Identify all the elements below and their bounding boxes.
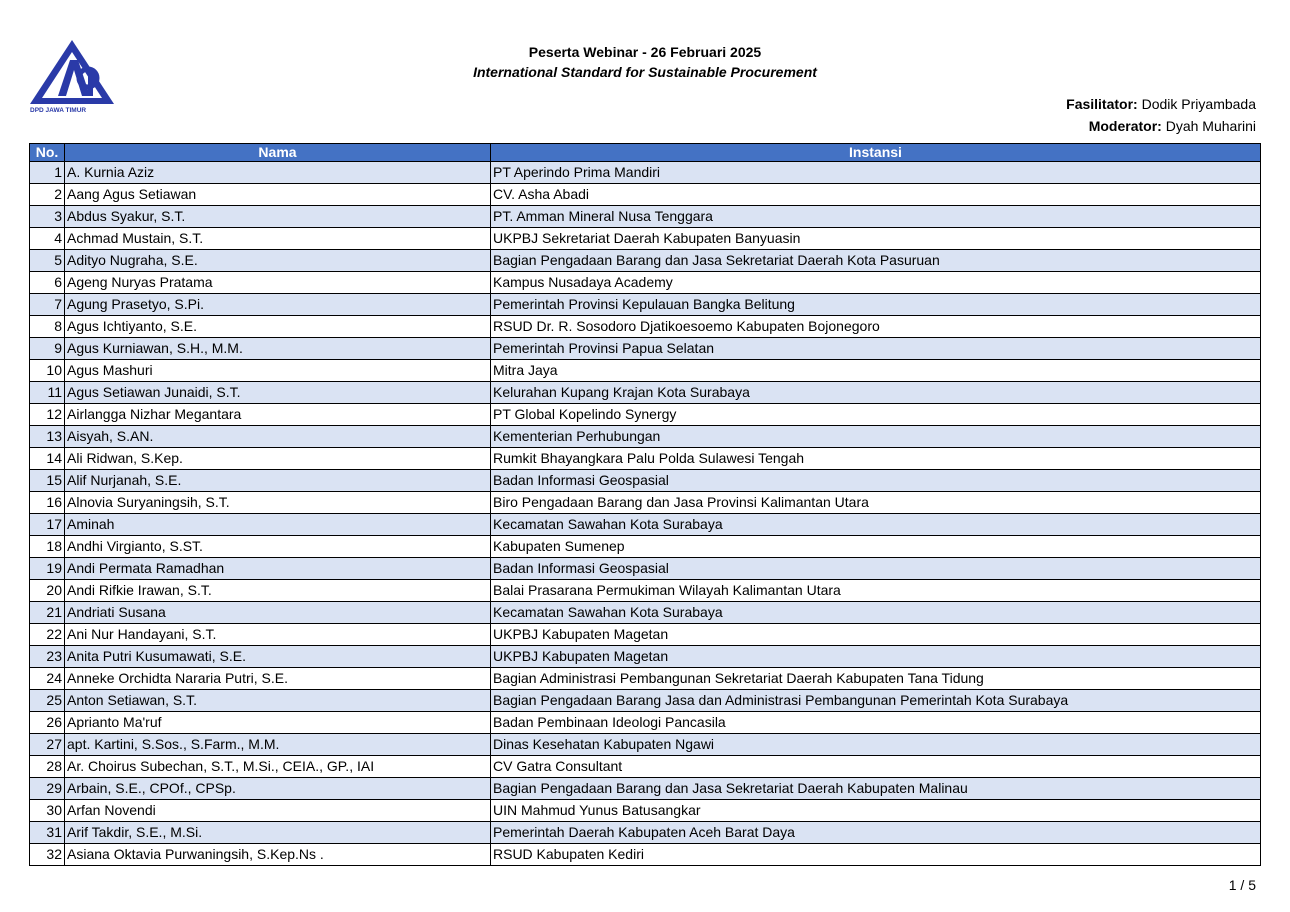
participant-institution: Balai Prasarana Permukiman Wilayah Kalimantan Utara: [491, 580, 1261, 602]
table-row: [30, 184, 1261, 206]
participant-name: Arbain, S.E., CPOf., CPSp.: [65, 778, 491, 800]
participant-institution: Rumkit Bhayangkara Palu Polda Sulawesi Tengah: [491, 448, 1261, 470]
row-number: 17: [30, 514, 65, 536]
participant-institution: Kecamatan Sawahan Kota Surabaya: [491, 602, 1261, 624]
participant-name: Aprianto Ma'ruf: [65, 712, 491, 734]
participant-institution: Kecamatan Sawahan Kota Surabaya: [491, 514, 1261, 536]
participant-institution: Mitra Jaya: [491, 360, 1261, 382]
row-number: 8: [30, 316, 65, 338]
participant-name: Andhi Virgianto, S.ST.: [65, 536, 491, 558]
table-row: [30, 250, 1261, 272]
row-number: 12: [30, 404, 65, 426]
participant-institution: UIN Mahmud Yunus Batusangkar: [491, 800, 1261, 822]
participant-name: Ageng Nuryas Pratama: [65, 272, 491, 294]
row-number: 1: [30, 162, 65, 184]
participant-name: Ani Nur Handayani, S.T.: [65, 624, 491, 646]
row-number: 9: [30, 338, 65, 360]
table-row: [30, 470, 1261, 492]
participant-name: Arfan Novendi: [65, 800, 491, 822]
participant-name: Anneke Orchidta Nararia Putri, S.E.: [65, 668, 491, 690]
table-row: [30, 514, 1261, 536]
facilitator-block: [1066, 93, 1256, 137]
participant-name: Achmad Mustain, S.T.: [65, 228, 491, 250]
page-number: 1 / 5: [1228, 877, 1256, 893]
participant-institution: Pemerintah Provinsi Papua Selatan: [491, 338, 1261, 360]
row-number: 19: [30, 558, 65, 580]
row-number: 5: [30, 250, 65, 272]
table-row: [30, 580, 1261, 602]
row-number: 20: [30, 580, 65, 602]
row-number: 16: [30, 492, 65, 514]
table-row: [30, 712, 1261, 734]
participant-name: Agus Kurniawan, S.H., M.M.: [65, 338, 491, 360]
participant-name: Ar. Choirus Subechan, S.T., M.Si., CEIA., GP., IAI: [65, 756, 491, 778]
row-number: 15: [30, 470, 65, 492]
facilitator-line: [1066, 93, 1256, 115]
row-number: 30: [30, 800, 65, 822]
table-row: [30, 228, 1261, 250]
table-row: [30, 778, 1261, 800]
document-header: [0, 42, 1290, 82]
facilitator-label: Fasilitator:: [1066, 96, 1138, 112]
row-number: 14: [30, 448, 65, 470]
row-number: 6: [30, 272, 65, 294]
participant-institution: Badan Pembinaan Ideologi Pancasila: [491, 712, 1261, 734]
table-row: [30, 558, 1261, 580]
participant-institution: Bagian Pengadaan Barang dan Jasa Sekretariat Daerah Kota Pasuruan: [491, 250, 1261, 272]
table-row: [30, 360, 1261, 382]
row-number: 21: [30, 602, 65, 624]
row-number: 13: [30, 426, 65, 448]
table-row: [30, 338, 1261, 360]
table-row: [30, 734, 1261, 756]
table-body: [30, 162, 1261, 866]
participant-institution: PT Aperindo Prima Mandiri: [491, 162, 1261, 184]
row-number: 32: [30, 844, 65, 866]
participant-institution: Badan Informasi Geospasial: [491, 470, 1261, 492]
row-number: 26: [30, 712, 65, 734]
column-header-no: No.: [30, 144, 65, 162]
column-header-nama: Nama: [65, 144, 491, 162]
row-number: 7: [30, 294, 65, 316]
table-row: [30, 294, 1261, 316]
table-row: [30, 206, 1261, 228]
participant-name: Anton Setiawan, S.T.: [65, 690, 491, 712]
row-number: 2: [30, 184, 65, 206]
row-number: 29: [30, 778, 65, 800]
participant-institution: Bagian Pengadaan Barang dan Jasa Sekretariat Daerah Kabupaten Malinau: [491, 778, 1261, 800]
table-row: [30, 272, 1261, 294]
participant-institution: PT. Amman Mineral Nusa Tenggara: [491, 206, 1261, 228]
participant-name: Agung Prasetyo, S.Pi.: [65, 294, 491, 316]
participant-institution: Bagian Pengadaan Barang Jasa dan Administrasi Pembangunan Pemerintah Kota Surabaya: [491, 690, 1261, 712]
participant-institution: CV Gatra Consultant: [491, 756, 1261, 778]
participant-name: Airlangga Nizhar Megantara: [65, 404, 491, 426]
row-number: 27: [30, 734, 65, 756]
participant-name: Aminah: [65, 514, 491, 536]
row-number: 24: [30, 668, 65, 690]
participant-institution: UKPBJ Kabupaten Magetan: [491, 646, 1261, 668]
participant-institution: Bagian Administrasi Pembangunan Sekretariat Daerah Kabupaten Tana Tidung: [491, 668, 1261, 690]
row-number: 31: [30, 822, 65, 844]
row-number: 3: [30, 206, 65, 228]
participant-name: Asiana Oktavia Purwaningsih, S.Kep.Ns .: [65, 844, 491, 866]
participant-name: Agus Setiawan Junaidi, S.T.: [65, 382, 491, 404]
table-row: [30, 668, 1261, 690]
participant-institution: Kabupaten Sumenep: [491, 536, 1261, 558]
participant-name: Adityo Nugraha, S.E.: [65, 250, 491, 272]
participant-institution: PT Global Kopelindo Synergy: [491, 404, 1261, 426]
participant-institution: Badan Informasi Geospasial: [491, 558, 1261, 580]
document-title: Peserta Webinar - 26 Februari 2025: [528, 44, 762, 60]
participant-name: A. Kurnia Aziz: [65, 162, 491, 184]
moderator-name: Dyah Muharini: [1161, 118, 1256, 134]
participant-name: Alnovia Suryaningsih, S.T.: [65, 492, 491, 514]
participant-name: Andi Permata Ramadhan: [65, 558, 491, 580]
participant-name: apt. Kartini, S.Sos., S.Farm., M.M.: [65, 734, 491, 756]
moderator-line: [1066, 115, 1256, 137]
participant-name: Arif Takdir, S.E., M.Si.: [65, 822, 491, 844]
participant-institution: RSUD Dr. R. Sosodoro Djatikoesoemo Kabupaten Bojonegoro: [491, 316, 1261, 338]
participant-name: Anita Putri Kusumawati, S.E.: [65, 646, 491, 668]
moderator-label: Moderator:: [1088, 118, 1162, 134]
participant-institution: Kelurahan Kupang Krajan Kota Surabaya: [491, 382, 1261, 404]
table-row: [30, 404, 1261, 426]
document-subtitle: International Standard for Sustainable Procurement: [473, 64, 817, 80]
table-row: [30, 756, 1261, 778]
participant-institution: Pemerintah Daerah Kabupaten Aceh Barat Daya: [491, 822, 1261, 844]
participant-name: Aisyah, S.AN.: [65, 426, 491, 448]
table-row: [30, 690, 1261, 712]
table-row: [30, 316, 1261, 338]
table-row: [30, 426, 1261, 448]
row-number: 25: [30, 690, 65, 712]
participant-name: Ali Ridwan, S.Kep.: [65, 448, 491, 470]
row-number: 11: [30, 382, 65, 404]
table-row: [30, 822, 1261, 844]
table-row: [30, 492, 1261, 514]
table-row: [30, 536, 1261, 558]
participant-name: Alif Nurjanah, S.E.: [65, 470, 491, 492]
table-row: [30, 800, 1261, 822]
facilitator-name: Dodik Priyambada: [1137, 96, 1256, 112]
row-number: 22: [30, 624, 65, 646]
participant-institution: RSUD Kabupaten Kediri: [491, 844, 1261, 866]
table-row: [30, 382, 1261, 404]
row-number: 23: [30, 646, 65, 668]
table-row: [30, 844, 1261, 866]
participant-institution: Pemerintah Provinsi Kepulauan Bangka Belitung: [491, 294, 1261, 316]
participant-name: Agus Mashuri: [65, 360, 491, 382]
participant-institution: Kementerian Perhubungan: [491, 426, 1261, 448]
participant-table: [29, 143, 1261, 866]
table-row: [30, 602, 1261, 624]
participant-institution: UKPBJ Sekretariat Daerah Kabupaten Banyuasin: [491, 228, 1261, 250]
participant-name: Agus Ichtiyanto, S.E.: [65, 316, 491, 338]
column-header-instansi: Instansi: [491, 144, 1261, 162]
table-row: [30, 624, 1261, 646]
table-row: [30, 162, 1261, 184]
participant-institution: Dinas Kesehatan Kabupaten Ngawi: [491, 734, 1261, 756]
participant-institution: CV. Asha Abadi: [491, 184, 1261, 206]
row-number: 18: [30, 536, 65, 558]
row-number: 28: [30, 756, 65, 778]
participant-institution: Kampus Nusadaya Academy: [491, 272, 1261, 294]
table-row: [30, 448, 1261, 470]
participant-name: Andi Rifkie Irawan, S.T.: [65, 580, 491, 602]
table-header-row: [30, 144, 1261, 162]
row-number: 10: [30, 360, 65, 382]
participant-name: Andriati Susana: [65, 602, 491, 624]
participant-name: Aang Agus Setiawan: [65, 184, 491, 206]
participant-name: Abdus Syakur, S.T.: [65, 206, 491, 228]
participant-institution: UKPBJ Kabupaten Magetan: [491, 624, 1261, 646]
row-number: 4: [30, 228, 65, 250]
logo-caption: DPD JAWA TIMUR: [30, 107, 87, 114]
participant-institution: Biro Pengadaan Barang dan Jasa Provinsi Kalimantan Utara: [491, 492, 1261, 514]
table-row: [30, 646, 1261, 668]
